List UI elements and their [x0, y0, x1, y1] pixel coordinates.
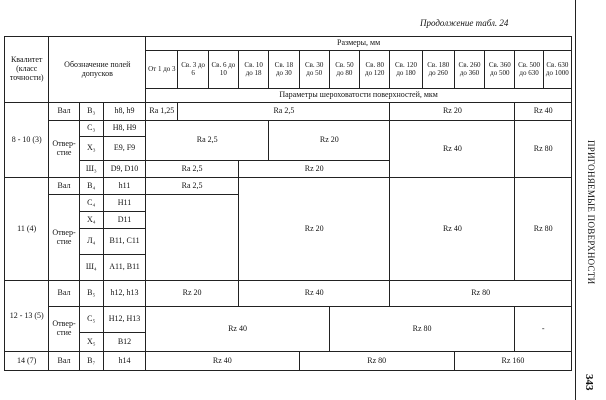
table-continuation-caption: Продолжение табл. 24 [420, 18, 509, 28]
kvalitet-8-10: 8 - 10 (3) [5, 103, 49, 178]
size-col-8: Св. 80 до 120 [360, 51, 390, 89]
cell-r4-v2: Rz 20 [239, 161, 390, 178]
symbol-sh3: Ш₃ [79, 161, 103, 178]
symbol-b7: B₇ [79, 352, 103, 371]
fields-r11: H12, H13 [103, 307, 145, 333]
cell-r11-v3: - [515, 307, 572, 352]
fields-r4: D9, D10 [103, 161, 145, 178]
size-col-13: Св. 500 до 630 [515, 51, 543, 89]
fields-r12: B12 [103, 333, 145, 352]
fields-r10: h12, h13 [103, 281, 145, 307]
symbol-c5: C₅ [79, 307, 103, 333]
size-col-5: Св. 18 до 30 [269, 51, 299, 89]
side-running-title: ПРИГОНЯЕМЫЕ ПОВЕРХНОСТИ [586, 140, 596, 285]
size-col-3: Св. 6 до 10 [208, 51, 238, 89]
fields-r1: h8, h9 [103, 103, 145, 121]
page-number: 343 [583, 374, 595, 391]
fields-r6: H11 [103, 195, 145, 212]
fields-r3: E9, F9 [103, 137, 145, 161]
label-otverstie: Отвер- стие [49, 121, 79, 178]
cell-r3-v1: Ra 2,5 [146, 121, 269, 161]
cell-r10-v3: Rz 80 [390, 281, 572, 307]
symbol-x4: X₄ [79, 212, 103, 229]
roughness-table [4, 36, 572, 371]
label-otverstie: Отвер- стие [49, 307, 79, 352]
cell-r3-v3: Rz 40 [390, 121, 515, 178]
cell-r5-v2: Rz 20 [239, 178, 390, 281]
label-val: Вал [49, 281, 79, 307]
cell-r1-v4: Rz 40 [515, 103, 572, 121]
fields-r8: B11, C11 [103, 229, 145, 255]
cell-r11-v2: Rz 80 [329, 307, 515, 352]
kvalitet-14: 14 (7) [5, 352, 49, 371]
page-edge-rule [575, 0, 576, 400]
size-col-14: Св. 630 до 1000 [543, 51, 571, 89]
size-col-11: Св. 260 до 360 [454, 51, 484, 89]
symbol-c4: C₄ [79, 195, 103, 212]
label-val: Вал [49, 103, 79, 121]
size-col-2: Св. 3 до 6 [178, 51, 208, 89]
size-col-10: Св. 180 до 260 [422, 51, 454, 89]
header-parametry: Параметры шероховатости поверхностей, мкм [146, 89, 572, 103]
label-val: Вал [49, 352, 79, 371]
size-col-12: Св. 360 до 500 [485, 51, 515, 89]
cell-r1-v3: Rz 20 [390, 103, 515, 121]
cell-r4-v1: Ra 2,5 [146, 161, 239, 178]
fields-r9: A11, B11 [103, 255, 145, 281]
fields-r7: D11 [103, 212, 145, 229]
label-val: Вал [49, 178, 79, 195]
cell-r5-v4: Rz 80 [515, 178, 572, 281]
cell-r10-v1: Rz 20 [146, 281, 239, 307]
size-col-4: Св. 10 до 18 [239, 51, 269, 89]
size-col-9: Св. 120 до 180 [390, 51, 422, 89]
symbol-b4: B₄ [79, 178, 103, 195]
header-razmery: Размеры, мм [146, 37, 572, 51]
cell-r5-v1: Ra 2,5 [146, 178, 239, 195]
cell-r3-v2: Rz 20 [269, 121, 390, 161]
label-otverstie: Отвер- стие [49, 195, 79, 281]
size-col-1: От 1 до 3 [146, 51, 178, 89]
symbol-b3: B₃ [79, 103, 103, 121]
cell-r1-v2: Ra 2,5 [178, 103, 390, 121]
cell-r13-v1: Rz 40 [146, 352, 299, 371]
symbol-x5: X₅ [79, 333, 103, 352]
cell-r3-v4: Rz 80 [515, 121, 572, 178]
header-oboznachenie: Обозначение полей допусков [49, 37, 146, 103]
merged-blank-r6 [146, 195, 239, 281]
header-kvalitet: Квалитет (класс точности) [5, 37, 49, 103]
cell-r13-v2: Rz 80 [299, 352, 454, 371]
cell-r1-v1: Ra 1,25 [146, 103, 178, 121]
cell-r10-v2: Rz 40 [239, 281, 390, 307]
fields-r5: h11 [103, 178, 145, 195]
cell-r11-v1: Rz 40 [146, 307, 330, 352]
size-col-6: Св. 30 до 50 [299, 51, 329, 89]
kvalitet-11: 11 (4) [5, 178, 49, 281]
cell-r13-v3: Rz 160 [454, 352, 571, 371]
cell-r5-v3: Rz 40 [390, 178, 515, 281]
symbol-sh4: Ш₄ [79, 255, 103, 281]
fields-r13: h14 [103, 352, 145, 371]
symbol-c3: C₃ [79, 121, 103, 137]
size-col-7: Св. 50 до 80 [329, 51, 359, 89]
fields-r2: H8, H9 [103, 121, 145, 137]
kvalitet-12-13: 12 - 13 (5) [5, 281, 49, 352]
symbol-b5: B₅ [79, 281, 103, 307]
symbol-l4: Л₄ [79, 229, 103, 255]
symbol-x3: X₃ [79, 137, 103, 161]
